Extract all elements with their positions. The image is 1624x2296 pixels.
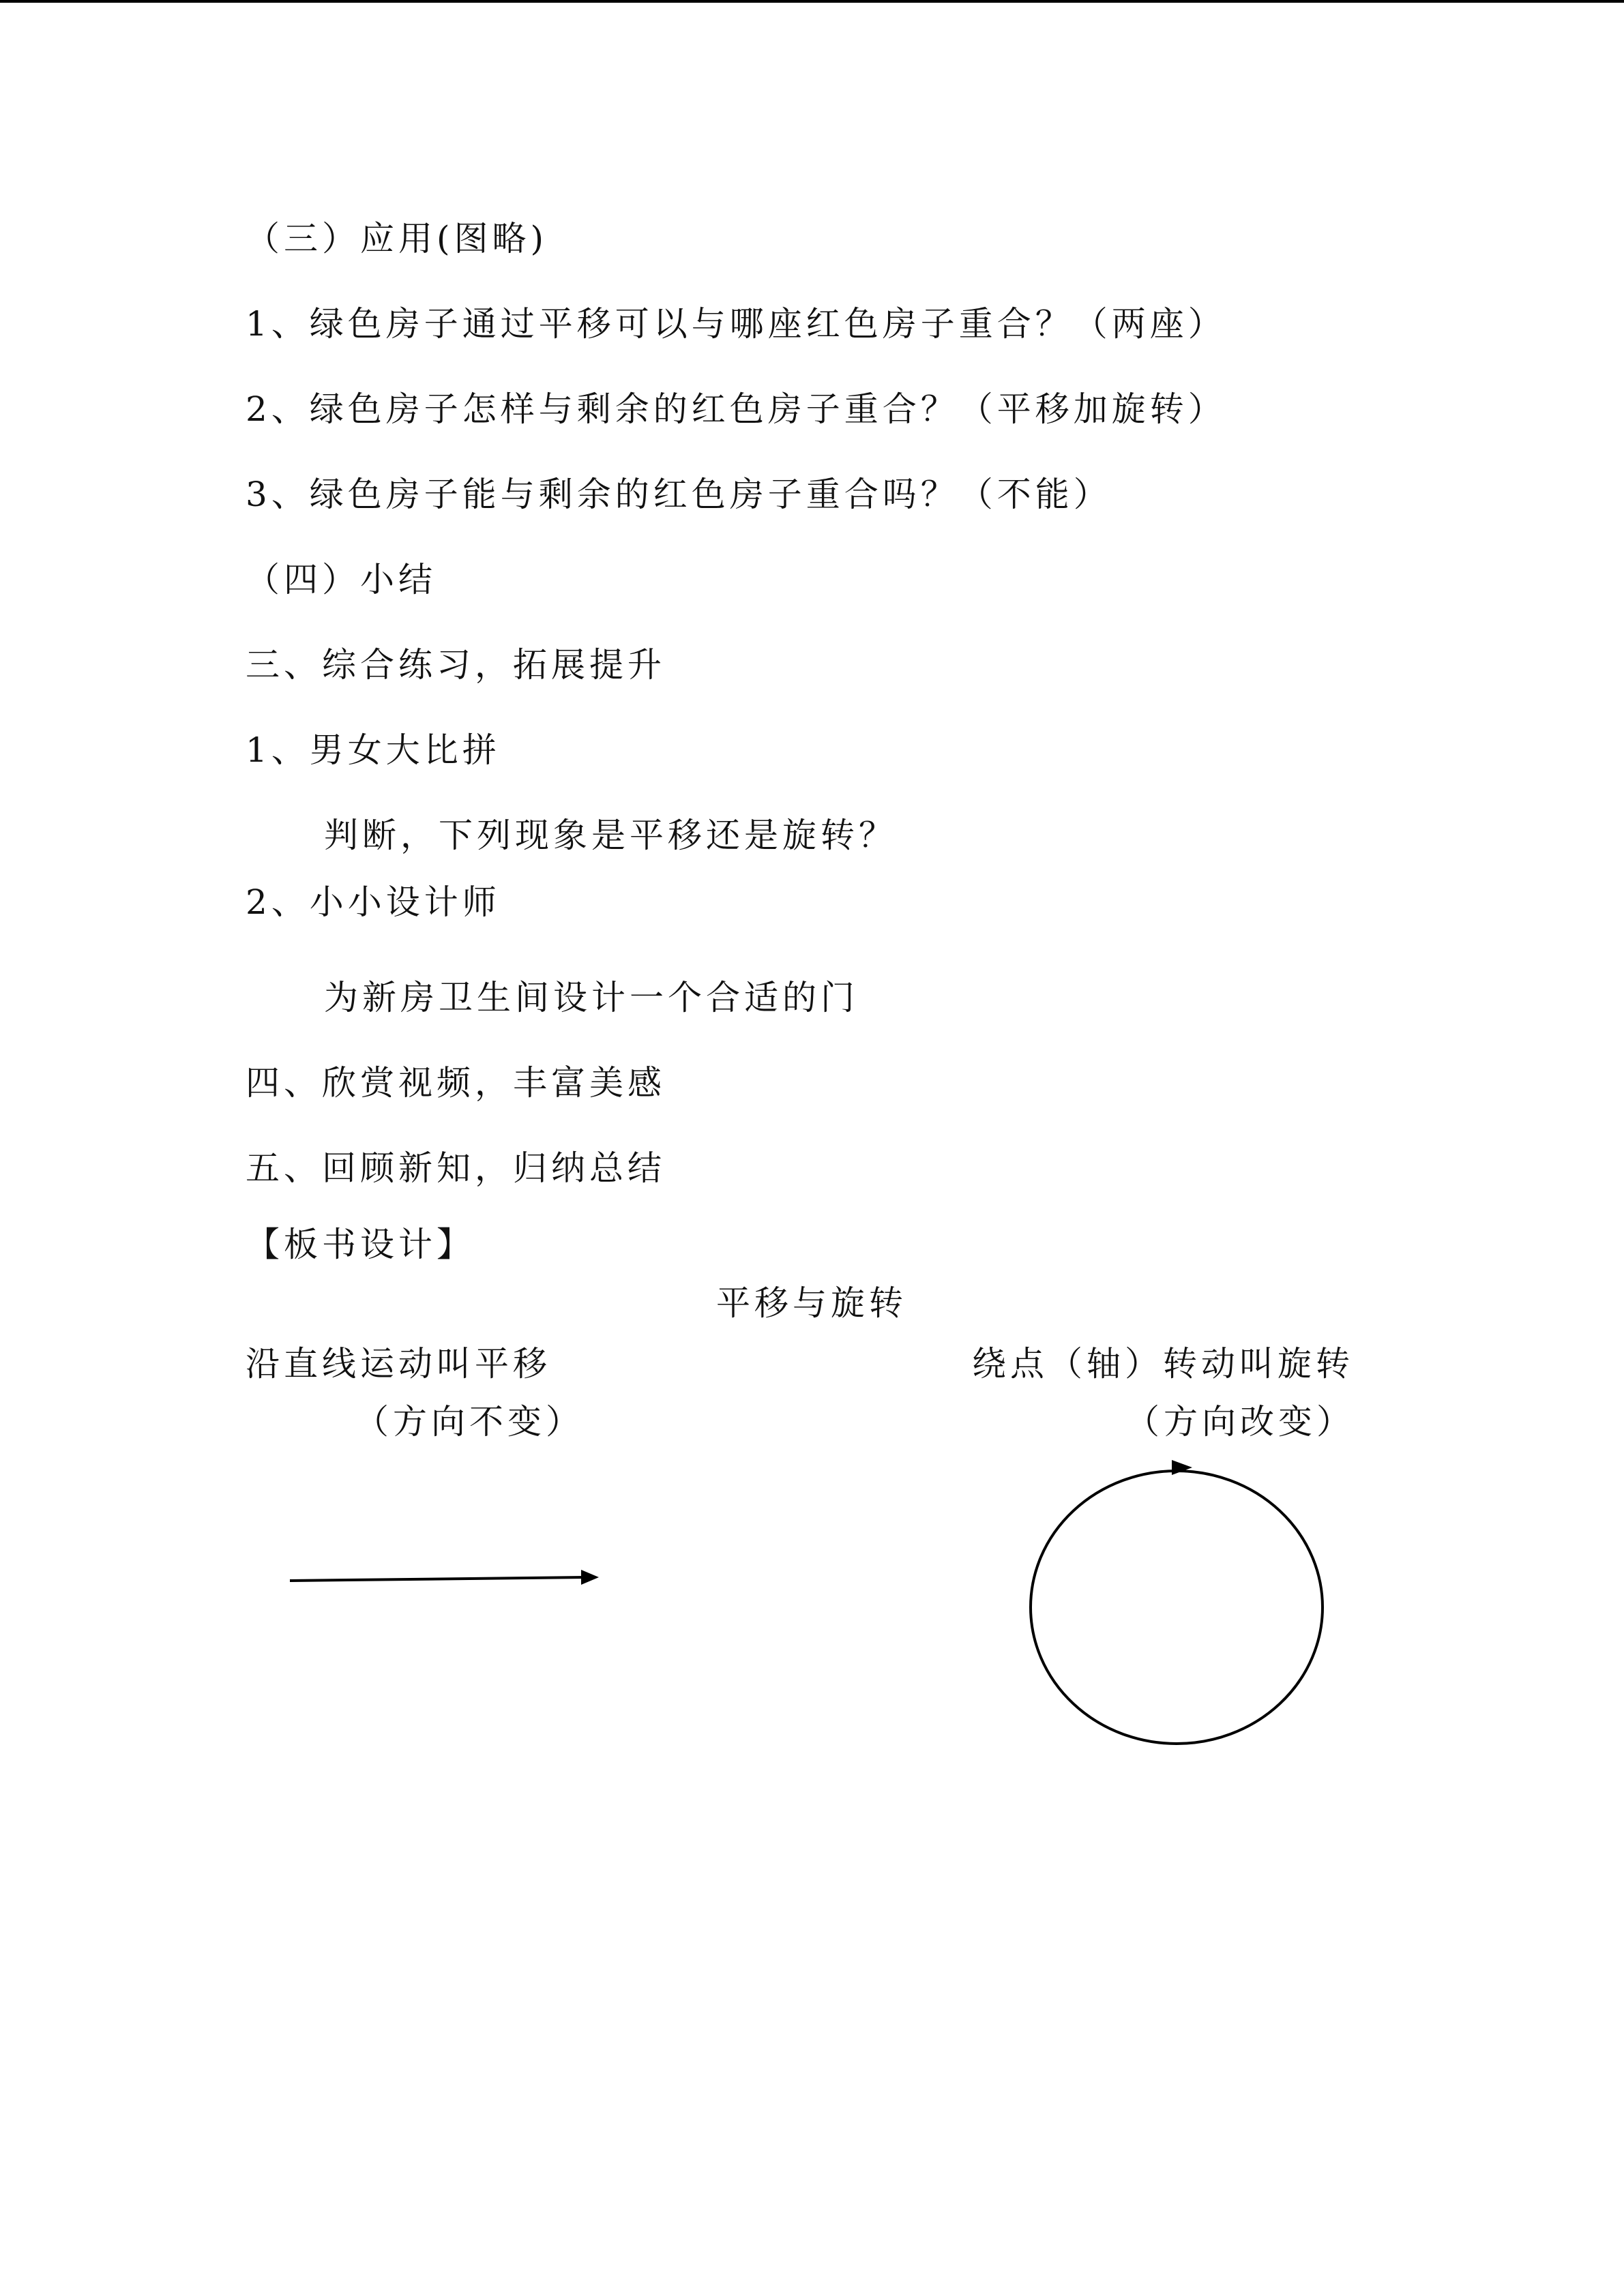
section-practice: 三、综合练习，拓展提升 [246,645,666,685]
section-video: 四、欣赏视频，丰富美感 [246,1063,666,1103]
practice-item-2-detail: 为新房卫生间设计一个合适的门 [324,978,859,1017]
rotation-definition: 绕点（轴）转动叫旋转 [972,1344,1354,1384]
translation-note: （方向不变） [355,1402,584,1442]
board-title: 平移与旋转 [716,1283,907,1323]
practice-item-1: 1、男女大比拼 [246,730,501,770]
question-1: 1、绿色房子通过平移可以与哪座红色房子重合？（两座） [246,304,1226,344]
translation-definition: 沿直线运动叫平移 [246,1344,551,1384]
section-review: 五、回顾新知，归纳总结 [246,1148,666,1188]
section-summary: （四）小结 [246,560,437,599]
question-3: 3、绿色房子能与剩余的红色房子重合吗？（不能） [246,475,1112,514]
rotation-note: （方向改变） [1125,1402,1355,1442]
section-application: （三）应用(图略) [246,219,548,258]
translation-arrow [290,1570,599,1585]
rotation-circle [1031,1460,1323,1744]
question-2: 2、绿色房子怎样与剩余的红色房子重合？（平移加旋转） [246,389,1226,429]
practice-item-1-detail: 判断，下列现象是平移还是旋转？ [324,816,897,855]
board-design-heading: 【板书设计】 [246,1225,475,1264]
practice-item-2: 2、小小设计师 [246,882,501,922]
